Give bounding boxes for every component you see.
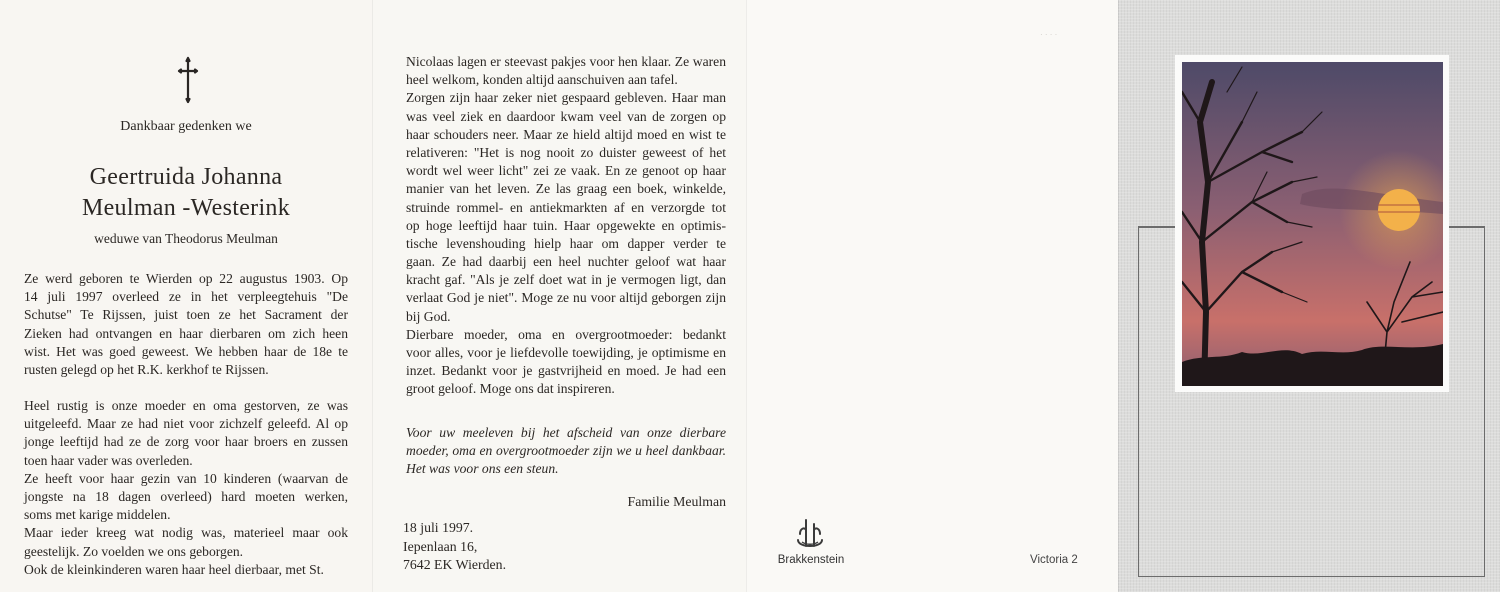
- cover-frame-edge: [1138, 226, 1178, 228]
- widow-of-line: weduwe van Theodorus Meulman: [94, 231, 278, 246]
- text-line: Het was voor ons een steun.: [406, 461, 559, 477]
- text-line: jongste na 18 dagen overleed) hard moeten werken,: [24, 488, 348, 504]
- text-line: Ze werd geboren te Wierden op 22 augustus 1903. Op: [24, 271, 348, 286]
- text-line: toen haar vader was overleden.: [24, 452, 193, 468]
- fold-line: [372, 0, 373, 592]
- text-line: voor alles, voor je liefdevolle toewijding, je optimisme en: [406, 345, 726, 360]
- dedication-line: Dankbaar gedenken we: [120, 119, 252, 134]
- memory-paragraph: [24, 397, 348, 579]
- card-model: Victoria 2: [1030, 554, 1078, 566]
- text-line: groot geloof. Moge ons dat inspireren.: [406, 381, 615, 397]
- text-line: struinde rommel- en antiekmarkten af en verzorgde tot: [406, 199, 726, 215]
- brakkenstein-logo-icon: [792, 518, 828, 552]
- address-city: 7642 EK Wierden.: [403, 557, 507, 572]
- text-line: manier van het leven. Ze las graag een boek, winkelde,: [406, 181, 726, 197]
- text-line: heel welkom, konden altijd aanschuiven aan tafel.: [406, 72, 678, 88]
- sun: [1378, 189, 1420, 231]
- text-line: Heel rustig is onze moeder en oma gestorven, ze was: [24, 398, 348, 413]
- text-line: haar schouders neer. Maar ze hield altijd moed en wist te: [406, 126, 726, 142]
- text-line: op hoge leeftijd haar tuin. Haar opgewekte en optimis-: [406, 217, 726, 233]
- text-line: bij God.: [406, 308, 451, 324]
- text-line: inzet. Bedankt voor je gastvrijheid en moed. Je had een: [406, 363, 726, 379]
- text-line: rusten gelegd op het R.K. kerkhof te Rijssen.: [24, 361, 269, 377]
- text-line: relativeren: "Het is nog nooit zo duister geweest of het: [406, 144, 726, 160]
- text-line: Zieken had ontvangen en haar dierbaren om zich heen: [24, 325, 348, 341]
- deceased-name-line1: Geertruida Johanna: [89, 164, 283, 190]
- text-line: Voor uw meeleven bij het afscheid van onze dierbare: [406, 425, 726, 440]
- fold-line: [746, 0, 747, 592]
- text-line: kracht gaf. "Als je zelf doet wat in je vermogen ligt, dan: [406, 272, 726, 288]
- text-line: Nicolaas lagen er steevast pakjes voor hen klaar. Ze waren: [406, 54, 726, 69]
- text-line: uitgeleefd. Maar ze had niet voor zichzelf geleefd. Al op: [24, 416, 348, 432]
- cross-icon: [176, 56, 200, 104]
- text-line: soms met karige middelen.: [24, 507, 171, 523]
- text-line: Maar ieder kreeg wat nodig was, materieel maar ook: [24, 525, 348, 541]
- thanks-note: [406, 424, 726, 479]
- text-line: was veel ziek en daardoor kwam veel van de zorgen op: [406, 108, 726, 124]
- text-line: moeder, oma en overgrootmoeder zijn we u heel dankbaar.: [406, 443, 726, 459]
- cover-frame-edge: [1446, 226, 1484, 228]
- text-line: Zorgen zijn haar zeker niet gespaard gebleven. Haar man: [406, 90, 726, 106]
- address-street: Iepenlaan 16,: [403, 538, 478, 554]
- publisher-name: Brakkenstein: [777, 554, 845, 566]
- sunset-photo: [1182, 62, 1443, 386]
- text-line: Ze heeft voor haar gezin van 10 kinderen (waarvan de: [24, 470, 348, 486]
- text-line: Ook de kleinkinderen waren haar heel dierbaar, met St.: [24, 561, 324, 577]
- date: 18 juli 1997.: [403, 520, 474, 535]
- biography-paragraph: [24, 270, 348, 379]
- date-address-block: [403, 519, 506, 575]
- text-line: jonge leeftijd had ze de zorg voor haar broers en zussen: [24, 434, 348, 450]
- fold-line: [1118, 0, 1119, 592]
- text-line: geestelijk. Zo voelden we ons geborgen.: [24, 543, 244, 559]
- text-line: wordt wel weer licht" zei ze vaak. En ze genoot op haar: [406, 163, 726, 179]
- back-panel: [746, 0, 1118, 592]
- text-line: gaan. Ze had daarbij een heel nuchter geloof wat haar: [406, 254, 726, 270]
- text-line: wist. Het was goed geweest. We hebben haar de 18e te: [24, 343, 348, 359]
- deceased-name-line2: Meulman -Westerink: [81, 195, 291, 221]
- text-line: Dierbare moeder, oma en overgrootmoeder: bedankt: [406, 326, 726, 342]
- faint-mark: · · · ·: [1040, 30, 1058, 39]
- text-line: 14 juli 1997 overleed ze in het verpleegtehuis "De: [24, 289, 348, 305]
- family-signature: Familie Meulman: [627, 494, 726, 509]
- text-line: verlaat God je niet". Moge ze nu voor altijd geborgen zijn: [406, 290, 726, 306]
- text-line: Schutse" Te Rijssen, juist toen ze het Sacrament der: [24, 307, 348, 323]
- text-line: tische levenshouding hielp haar om dapper verder te: [406, 235, 726, 251]
- continued-paragraph: [406, 53, 726, 399]
